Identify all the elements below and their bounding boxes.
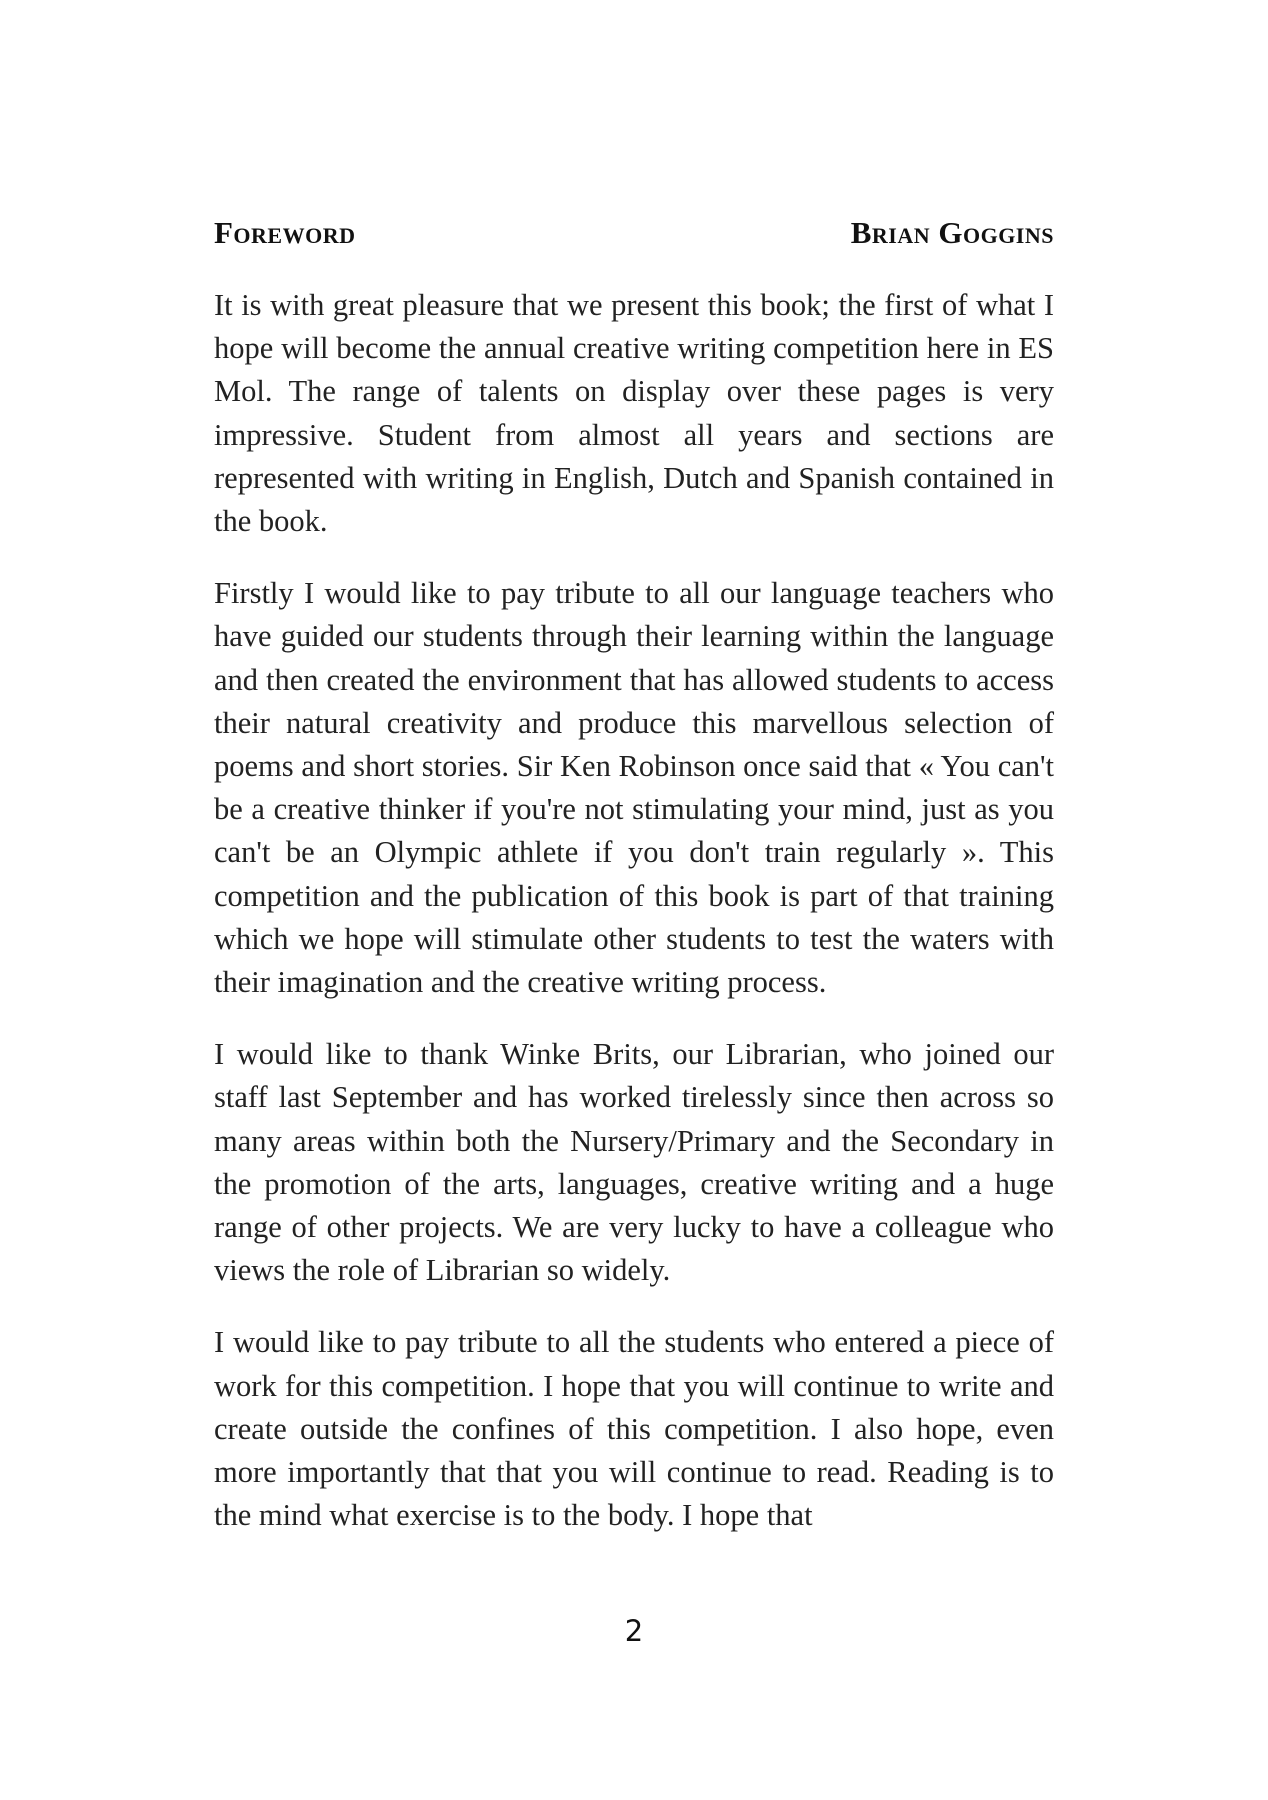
section-title: Foreword xyxy=(214,215,356,250)
paragraph: I would like to thank Winke Brits, our Librarian, who joined our staff last September and has worked tirelessly since then across so many areas within both the Nursery/Primary and the Secondary in the promotion of the arts, languages, creative writing and a huge range of other projects. We are very lucky to have a colleague who views the role of Librarian so widely. xyxy=(214,1037,1054,1288)
page-number: 2 xyxy=(624,1614,644,1648)
paragraph: It is with great pleasure that we present this book; the first of what I hope will become the annual creative writing competition here in ES Mol. The range of talents on display over these pages is very impressive. Student from almost all years and sections are represented with writing in English, Dutch and Spanish contained in the book. xyxy=(214,288,1054,539)
paragraph: I would like to pay tribute to all the students who entered a piece of work for this competition. I hope that you will continue to write and create outside the confines of this competition. I also hope, even more importantly that that you will continue to read. Reading is to the mind what exercise is to the body. I hope that xyxy=(214,1325,1054,1533)
foreword-body xyxy=(214,284,1054,1566)
author-name: Brian Goggins xyxy=(850,215,1054,250)
paragraph: Firstly I would like to pay tribute to all our language teachers who have guided our students through their learning within the language and then created the environment that has allowed students to access their natural creativity and produce this marvellous selection of poems and short stories. Sir Ken Robinson once said that « You can't be a creative thinker if you're not stimulating your mind, just as you can't be an Olympic athlete if you don't train regularly ». This competition and the publication of this book is part of that training which we hope will stimulate other students to test the waters with their imagination and the creative writing process. xyxy=(214,576,1054,1000)
page-header xyxy=(214,215,1054,251)
